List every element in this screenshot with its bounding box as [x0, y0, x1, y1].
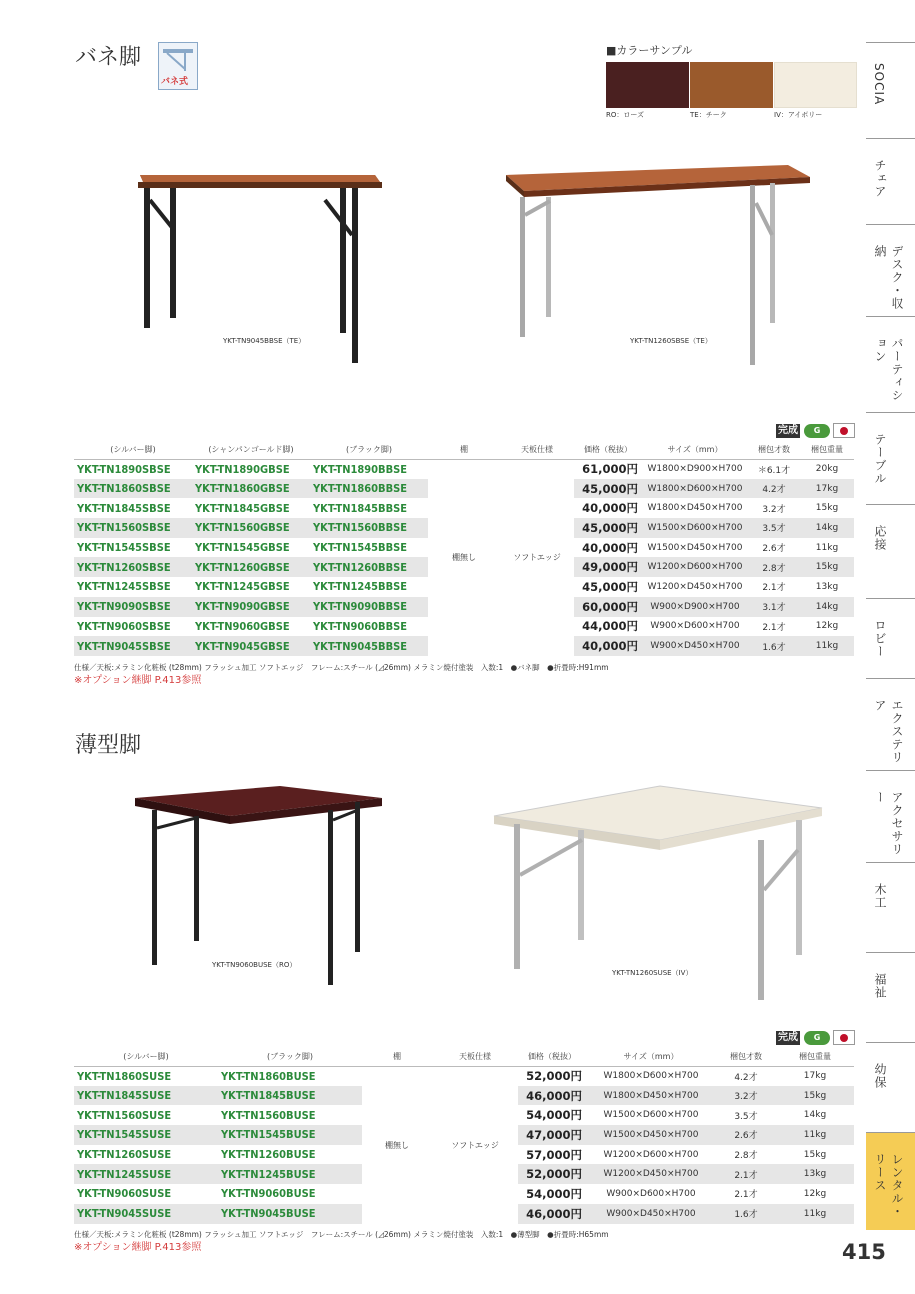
pack-cell: 3.5才 — [748, 518, 800, 538]
table-row — [74, 459, 854, 479]
product-code-silver: YKT-TN1860SBSE — [74, 479, 192, 499]
product-code-black: YKT-TN1860BUSE — [221, 1069, 316, 1083]
column-header: 天板仕様 — [432, 1048, 518, 1066]
price-cell: 57,000円 — [526, 1147, 582, 1162]
green-mark-icon-2: G — [804, 1031, 830, 1045]
sidebar-tab[interactable] — [866, 770, 915, 862]
size-cell: W1800×D600×H700 — [642, 479, 748, 499]
pack-cell: 3.5才 — [734, 1111, 758, 1122]
price-cell: 52,000円 — [518, 1164, 586, 1184]
weight-cell: 11kg — [800, 636, 854, 656]
price-cell: 47,000円 — [518, 1125, 586, 1145]
sidebar-tab[interactable] — [866, 678, 915, 770]
price-cell: 45,000円 — [574, 518, 642, 538]
price-cell: 45,000円 — [582, 579, 638, 594]
weight-cell: 13kg — [815, 581, 839, 592]
product-code-silver: YKT-TN9060SBSE — [77, 619, 171, 633]
column-header: (シルバー脚) — [74, 441, 192, 459]
product-code-silver: YKT-TN1545SBSE — [77, 541, 171, 555]
weight-cell: 15kg — [776, 1086, 854, 1106]
product-code-black: YKT-TN1845BBSE — [313, 501, 408, 515]
caption-image-3: YKT-TN9060BUSE（RO） — [212, 961, 297, 969]
sidebar-tab-label: 幼保 — [873, 1063, 887, 1089]
product-code-black: YKT-TN1890BBSE — [313, 462, 408, 476]
price-cell: 61,000円 — [582, 462, 638, 477]
pack-cell: 2.1才 — [716, 1164, 776, 1184]
product-code-silver: YKT-TN1890SBSE — [77, 462, 171, 476]
product-code-gold: YKT-TN1560GBSE — [192, 518, 310, 538]
size-cell: W900×D450×H700 — [642, 636, 748, 656]
product-code-black: YKT-TN1245BBSE — [313, 580, 408, 594]
sidebar-tab-label: パーティション — [873, 337, 904, 402]
option-note-thin: ※オプション継脚 P.413参照 — [74, 1242, 202, 1253]
product-code-silver: YKT-TN1845SUSE — [74, 1086, 218, 1106]
color-sample-title: ■カラーサンプル — [606, 44, 693, 57]
product-code-gold: YKT-TN1245GBSE — [195, 580, 290, 594]
product-code-silver: YKT-TN1245SBSE — [77, 580, 171, 594]
page-number: 415 — [842, 1240, 886, 1264]
product-code-silver: YKT-TN9045SBSE — [74, 636, 192, 656]
column-header: 価格（税抜） — [518, 1048, 586, 1066]
spring-type-label: バネ式 — [161, 77, 189, 87]
color-swatch-label: IV：アイボリー — [774, 111, 823, 119]
section-title-thin-legs: 薄型脚 — [75, 733, 142, 758]
spec-table-spring — [74, 441, 854, 656]
sidebar-tab-label: ロビー — [873, 619, 887, 658]
pack-cell: 2.6才 — [716, 1125, 776, 1145]
column-header: 梱包才数 — [748, 441, 800, 459]
product-code-black: YKT-TN1545BBSE — [313, 541, 408, 555]
product-code-silver: YKT-TN1560SUSE — [77, 1108, 172, 1122]
product-code-silver: YKT-TN9060SUSE — [77, 1187, 172, 1201]
sidebar-tab-label: チェア — [873, 159, 887, 198]
weight-cell: 15kg — [815, 503, 839, 514]
product-code-black: YKT-TN1245BUSE — [218, 1164, 362, 1184]
sidebar-tab[interactable] — [866, 224, 915, 316]
column-header: 棚 — [362, 1048, 432, 1066]
sidebar-tab-label: エクステリア — [873, 699, 904, 764]
size-cell: W1200×D600×H700 — [642, 557, 748, 577]
sidebar-tab[interactable] — [866, 1042, 915, 1132]
caption-image-4: YKT-TN1260SUSE（IV） — [612, 969, 693, 977]
product-code-black: YKT-TN9045BBSE — [310, 636, 428, 656]
product-code-silver: YKT-TN9045SUSE — [74, 1204, 218, 1224]
price-cell: 40,000円 — [574, 636, 642, 656]
color-swatch — [690, 62, 773, 108]
sidebar-tab-label: 木工 — [873, 883, 887, 909]
spec-note-thin: 仕様／天板:メラミン化粧板 (t28mm) フラッシュ加工 ソフトエッジ フレーム:スチール (◿26mm) メラミン焼付塗装 入数:1 ●薄型脚 ●折畳時:H65mm — [74, 1230, 609, 1239]
product-code-gold: YKT-TN9045GBSE — [192, 636, 310, 656]
table-image-black-thin — [130, 780, 390, 990]
sidebar-tab[interactable] — [866, 862, 915, 952]
price-cell: 45,000円 — [574, 479, 642, 499]
column-header: (ブラック脚) — [310, 441, 428, 459]
color-swatch-label: RO：ローズ — [606, 111, 645, 119]
product-code-black: YKT-TN9060BBSE — [313, 619, 408, 633]
sidebar-tab[interactable] — [866, 138, 915, 224]
product-code-gold: YKT-TN9060GBSE — [195, 619, 290, 633]
product-code-black: YKT-TN1260BUSE — [221, 1148, 316, 1162]
sidebar-tab-label: アクセサリー — [873, 791, 904, 856]
top-spec-cell: ソフトエッジ — [513, 553, 561, 563]
weight-cell: 15kg — [803, 1149, 827, 1160]
shelf-cell: 棚無し — [385, 1140, 409, 1150]
weight-cell: 17kg — [803, 1071, 827, 1082]
column-header: サイズ（mm） — [642, 441, 748, 459]
column-header: 価格（税抜） — [574, 441, 642, 459]
pack-cell: ＊6.1才 — [757, 465, 791, 476]
column-header: (ブラック脚) — [218, 1048, 362, 1066]
sidebar-tab-label: 応接 — [873, 525, 887, 551]
color-swatch — [606, 62, 689, 108]
column-header: 天板仕様 — [500, 441, 574, 459]
price-cell: 60,000円 — [574, 597, 642, 617]
pack-cell: 1.6才 — [748, 636, 800, 656]
product-code-black: YKT-TN1260BBSE — [310, 557, 428, 577]
size-cell: W900×D600×H700 — [650, 621, 740, 632]
size-cell: W900×D600×H700 — [606, 1188, 696, 1199]
weight-cell: 20kg — [815, 464, 839, 475]
product-code-gold: YKT-TN9090GBSE — [192, 597, 310, 617]
product-code-gold: YKT-TN1545GBSE — [195, 541, 290, 555]
pack-cell: 1.6才 — [716, 1204, 776, 1224]
column-header: (シャンパンゴールド脚) — [192, 441, 310, 459]
sidebar-tab-label: テーブル — [873, 433, 887, 485]
color-swatch — [774, 62, 857, 108]
product-code-silver: YKT-TN1245SUSE — [74, 1164, 218, 1184]
sidebar-tab[interactable] — [866, 504, 915, 598]
size-cell: W1200×D600×H700 — [603, 1149, 699, 1160]
size-cell: W1800×D900×H700 — [647, 464, 743, 475]
completion-badge: 完成 — [778, 425, 798, 436]
section-title-spring-legs: バネ脚 — [75, 45, 142, 70]
product-code-black: YKT-TN1845BUSE — [218, 1086, 362, 1106]
product-code-black: YKT-TN1560BUSE — [221, 1108, 316, 1122]
pack-cell: 2.8才 — [734, 1151, 758, 1162]
price-cell: 54,000円 — [526, 1186, 582, 1201]
product-code-silver: YKT-TN1260SUSE — [77, 1148, 172, 1162]
size-cell: W1500×D600×H700 — [603, 1110, 699, 1121]
product-code-gold: YKT-TN1260GBSE — [192, 557, 310, 577]
green-mark-icon: G — [804, 424, 830, 438]
weight-cell: 11kg — [776, 1125, 854, 1145]
color-swatch-label: TE：チーク — [690, 111, 727, 119]
weight-cell: 14kg — [800, 597, 854, 617]
weight-cell: 13kg — [776, 1164, 854, 1184]
top-spec-cell: ソフトエッジ — [451, 1140, 499, 1150]
sidebar-tab-label: デスク・収納 — [873, 245, 904, 310]
size-cell: W900×D450×H700 — [586, 1204, 716, 1224]
category-sidebar — [866, 42, 915, 1230]
price-cell: 54,000円 — [526, 1108, 582, 1123]
size-cell: W1500×D600×H700 — [642, 518, 748, 538]
sidebar-tab-label: レンタル・リース — [873, 1153, 904, 1218]
size-cell: W1200×D450×H700 — [647, 581, 743, 592]
sidebar-tab[interactable] — [866, 316, 915, 412]
spec-note-spring: 仕様／天板:メラミン化粧板 (t28mm) フラッシュ加工 ソフトエッジ フレーム:スチール (◿26mm) メラミン焼付塗装 入数:1 ●バネ脚 ●折畳時:H91mm — [74, 663, 609, 672]
japan-flag-icon — [833, 423, 855, 438]
sidebar-tab-label: 福祉 — [873, 973, 887, 999]
weight-cell: 12kg — [803, 1188, 827, 1199]
size-cell: W1800×D450×H700 — [647, 503, 743, 514]
caption-image-2: YKT-TN1260SBSE（TE） — [630, 337, 712, 345]
weight-cell: 12kg — [815, 621, 839, 632]
spec-table-thin — [74, 1048, 854, 1224]
column-header: サイズ（mm） — [586, 1048, 716, 1066]
product-code-black: YKT-TN9060BUSE — [221, 1187, 316, 1201]
completion-badge-2: 完成 — [778, 1032, 798, 1043]
pack-cell: 3.1才 — [748, 597, 800, 617]
size-cell: W1800×D450×H700 — [586, 1086, 716, 1106]
price-cell: 49,000円 — [574, 557, 642, 577]
column-header: (シルバー脚) — [74, 1048, 218, 1066]
product-code-silver: YKT-TN1560SBSE — [74, 518, 192, 538]
product-code-silver: YKT-TN1260SBSE — [74, 557, 192, 577]
price-cell: 52,000円 — [526, 1069, 582, 1084]
size-cell: W1200×D450×H700 — [586, 1164, 716, 1184]
column-header: 梱包重量 — [800, 441, 854, 459]
pack-cell: 2.8才 — [748, 557, 800, 577]
pack-cell: 3.2才 — [762, 504, 786, 515]
japan-flag-icon-2 — [833, 1030, 855, 1045]
pack-cell: 2.1才 — [762, 622, 786, 633]
caption-image-1: YKT-TN9045BBSE（TE） — [223, 337, 306, 345]
sidebar-tab[interactable] — [866, 952, 915, 1042]
product-code-silver: YKT-TN1860SUSE — [77, 1069, 172, 1083]
column-header: 棚 — [428, 441, 500, 459]
price-cell: 46,000円 — [518, 1086, 586, 1106]
weight-cell: 14kg — [803, 1110, 827, 1121]
weight-cell: 11kg — [815, 542, 839, 553]
price-cell: 44,000円 — [582, 619, 638, 634]
product-code-gold: YKT-TN1845GBSE — [195, 501, 290, 515]
size-cell: W1500×D450×H700 — [586, 1125, 716, 1145]
product-code-black: YKT-TN1860BBSE — [310, 479, 428, 499]
product-code-black: YKT-TN9045BUSE — [218, 1204, 362, 1224]
weight-cell: 11kg — [776, 1204, 854, 1224]
option-note-spring: ※オプション継脚 P.413参照 — [74, 675, 202, 686]
column-header: 梱包重量 — [776, 1048, 854, 1066]
product-code-silver: YKT-TN1545SUSE — [74, 1125, 218, 1145]
size-cell: W1500×D450×H700 — [647, 542, 743, 553]
table-row — [74, 1066, 854, 1086]
sidebar-tab[interactable] — [866, 1132, 915, 1230]
pack-cell: 3.2才 — [716, 1086, 776, 1106]
spring-type-icon — [158, 42, 198, 90]
pack-cell: 2.1才 — [734, 1190, 758, 1201]
price-cell: 46,000円 — [518, 1204, 586, 1224]
product-code-silver: YKT-TN9090SBSE — [74, 597, 192, 617]
shelf-cell: 棚無し — [452, 553, 476, 563]
sidebar-tab[interactable] — [866, 598, 915, 678]
sidebar-tab[interactable] — [866, 42, 915, 138]
product-code-gold: YKT-TN1890GBSE — [195, 462, 290, 476]
weight-cell: 15kg — [800, 557, 854, 577]
pack-cell: 4.2才 — [734, 1072, 758, 1083]
product-code-black: YKT-TN1545BUSE — [218, 1125, 362, 1145]
product-code-black: YKT-TN1560BBSE — [310, 518, 428, 538]
size-cell: W1800×D600×H700 — [603, 1071, 699, 1082]
sidebar-tab-label: SOCIA — [872, 63, 886, 106]
weight-cell: 17kg — [800, 479, 854, 499]
product-code-gold: YKT-TN1860GBSE — [192, 479, 310, 499]
pack-cell: 2.6才 — [762, 544, 786, 555]
price-cell: 40,000円 — [582, 501, 638, 516]
pack-cell: 4.2才 — [748, 479, 800, 499]
product-code-silver: YKT-TN1845SBSE — [77, 501, 171, 515]
column-header: 梱包才数 — [716, 1048, 776, 1066]
price-cell: 40,000円 — [582, 540, 638, 555]
pack-cell: 2.1才 — [762, 583, 786, 594]
size-cell: W900×D900×H700 — [642, 597, 748, 617]
product-code-black: YKT-TN9090BBSE — [310, 597, 428, 617]
weight-cell: 14kg — [800, 518, 854, 538]
sidebar-tab[interactable] — [866, 412, 915, 504]
